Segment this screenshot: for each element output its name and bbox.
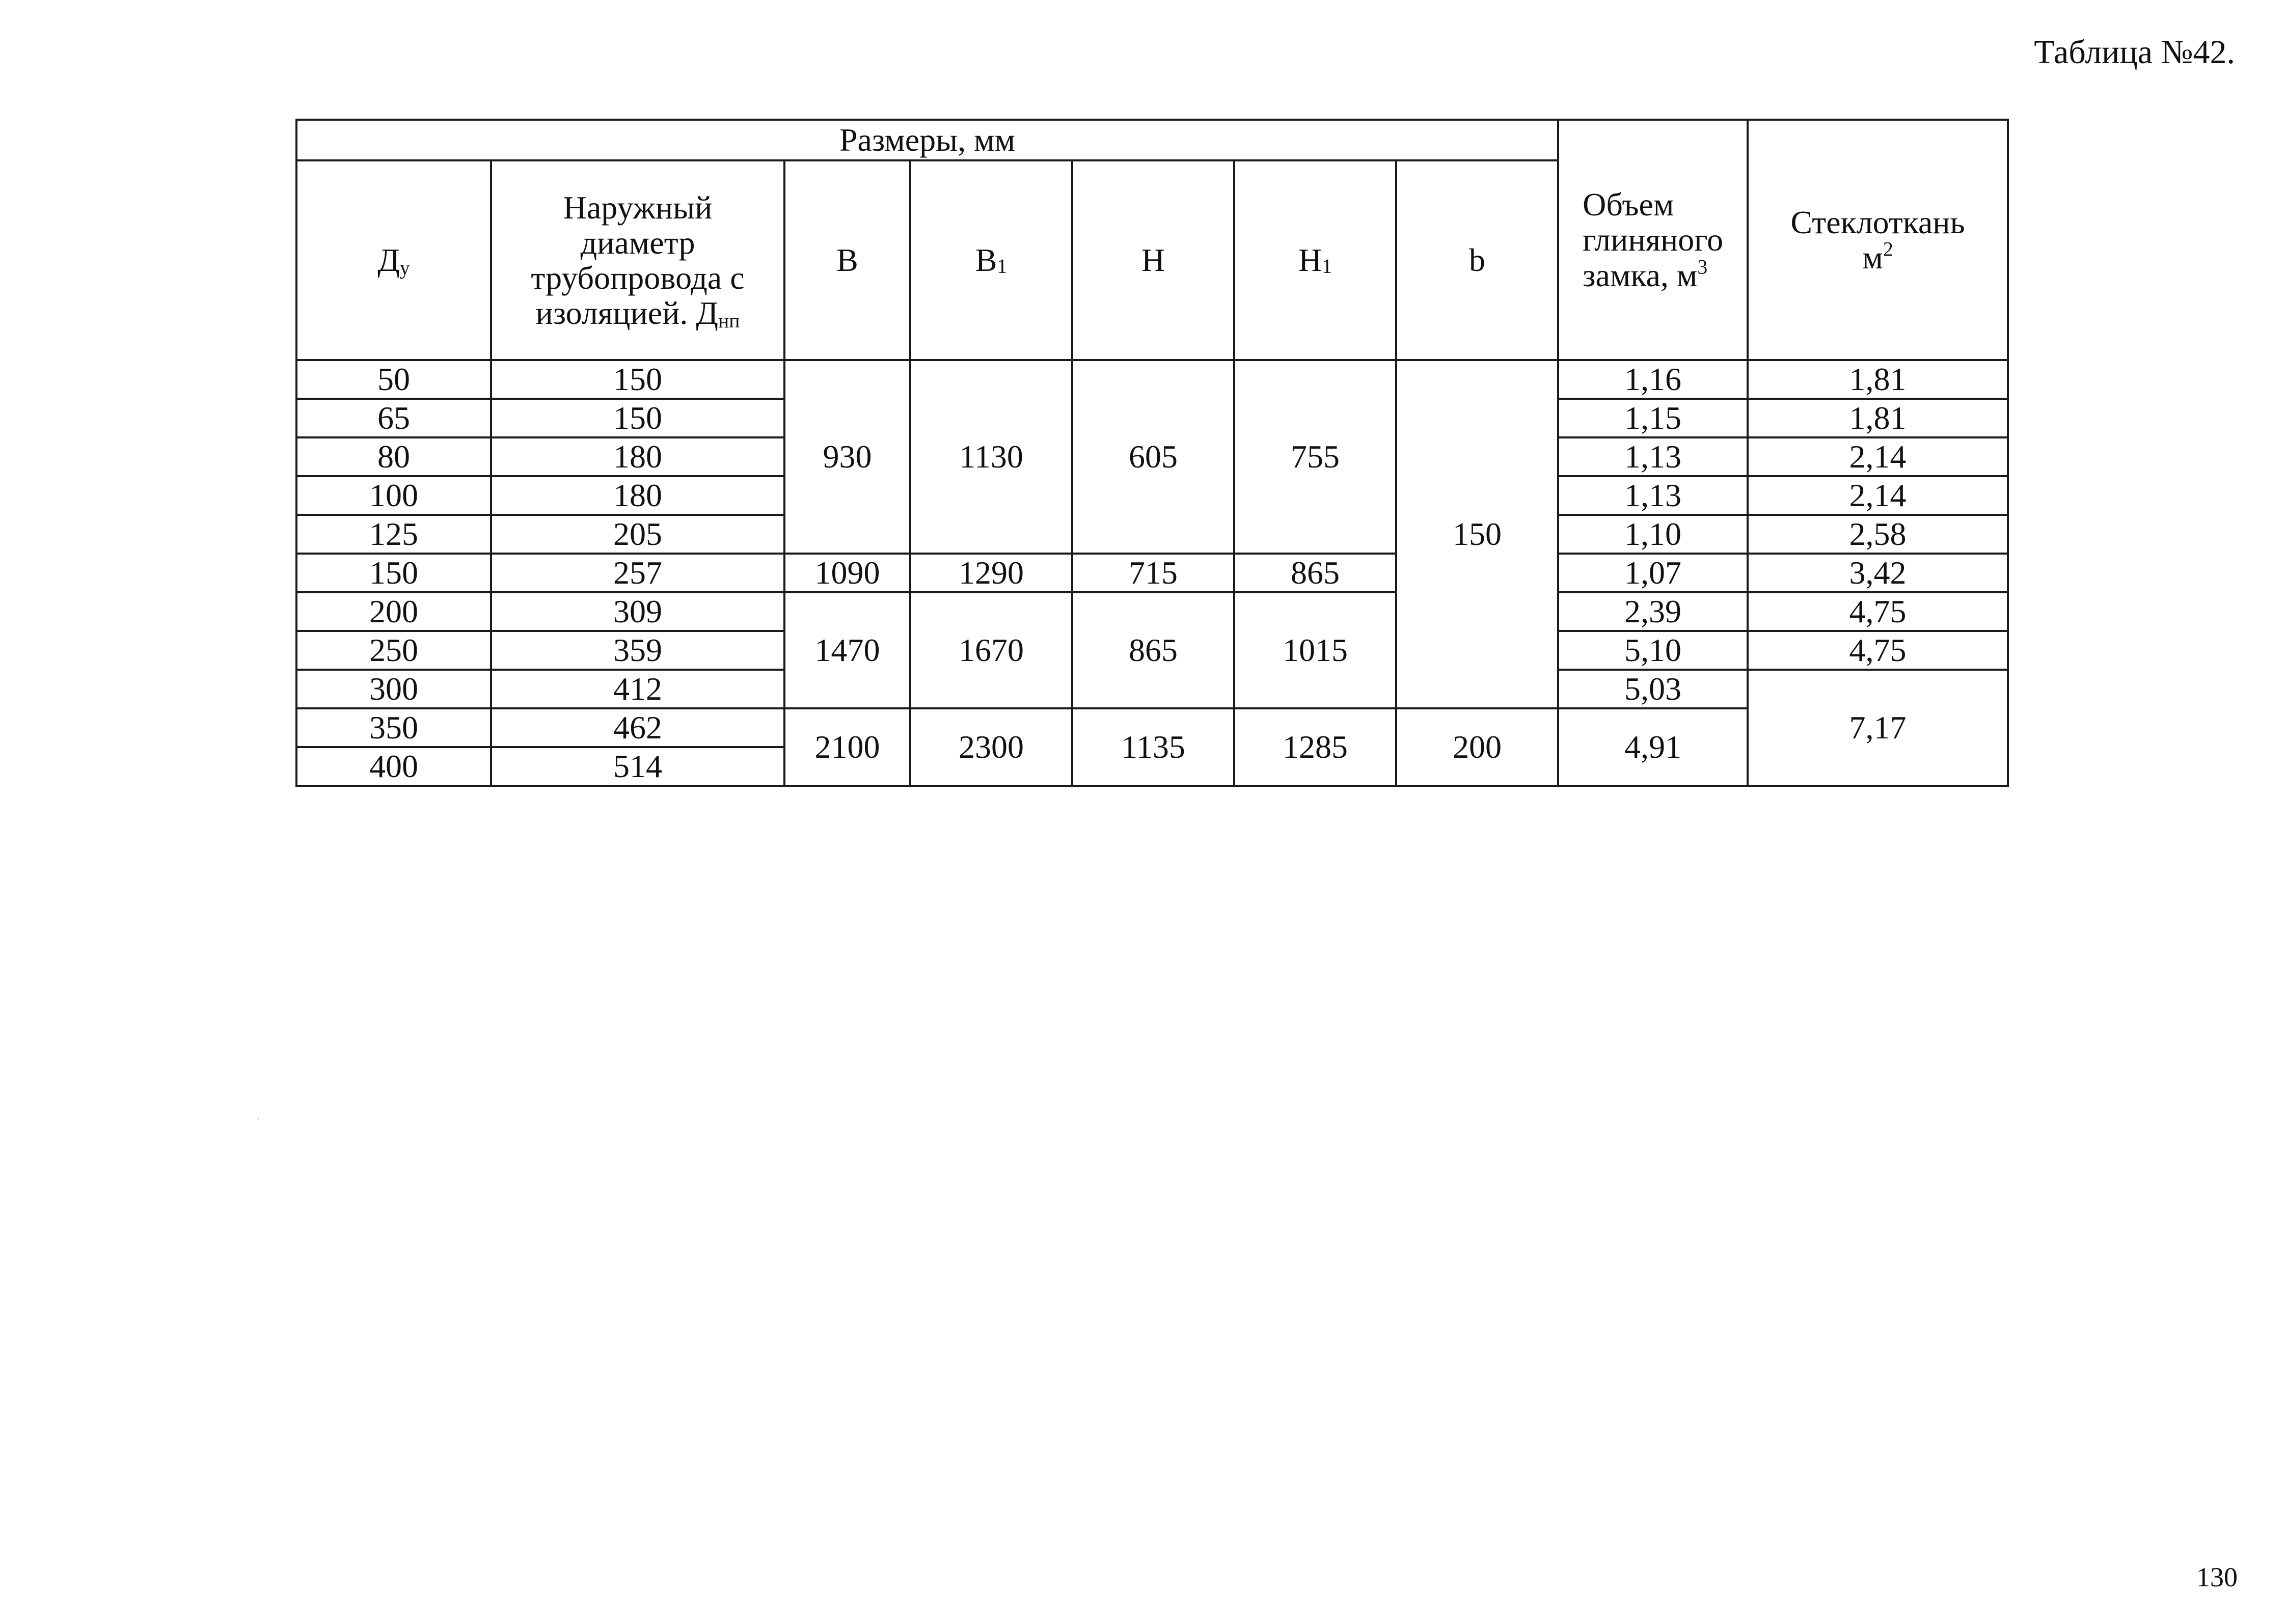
fiberglass-cell: 4,75 <box>1748 631 2008 670</box>
h-cell: 605 <box>1072 360 1234 554</box>
fiberglass-cell: 1,81 <box>1748 399 2008 437</box>
table-row <box>296 554 2008 592</box>
fiberglass-cell: 1,81 <box>1748 360 2008 399</box>
clay-volume-header: Объем глиняного замка, $м^3$ <box>1558 120 1748 360</box>
table-row <box>296 360 2008 399</box>
clay-volume-cell: 1,16 <box>1558 360 1748 399</box>
h-header: Н <box>1072 160 1234 360</box>
clay-volume-cell: 1,13 <box>1558 437 1748 476</box>
h1-header: Н1 <box>1234 160 1396 360</box>
clay-volume-cell: 1,13 <box>1558 476 1748 515</box>
du-cell: 400 <box>296 747 491 786</box>
h1-cell: 1285 <box>1234 708 1396 786</box>
dimensions-group-header: Размеры, мм <box>296 120 1558 160</box>
table-caption: Таблица №42. <box>2034 34 2235 71</box>
b-small-cell: 150 <box>1396 360 1558 708</box>
clay-volume-cell: 1,15 <box>1558 399 1748 437</box>
clay-volume-cell: 1,10 <box>1558 515 1748 554</box>
fiberglass-cell: 2,58 <box>1748 515 2008 554</box>
fiberglass-cell: 3,42 <box>1748 554 2008 592</box>
du-header: $Д_у$ <box>296 160 491 360</box>
dimensions-table <box>295 119 2009 787</box>
du-cell: 200 <box>296 592 491 631</box>
du-cell: 250 <box>296 631 491 670</box>
clay-volume-cell: 4,91 <box>1558 708 1748 786</box>
outer-diameter-cell: 205 <box>491 515 784 554</box>
page-number: 130 <box>2196 1562 2238 1592</box>
h-cell: 1135 <box>1072 708 1234 786</box>
outer-diameter-cell: 180 <box>491 437 784 476</box>
b-small-header: b <box>1396 160 1558 360</box>
outer-diameter-header: Наружный диаметр трубопровода с изоляцией. $Д_{нп}$ <box>491 160 784 360</box>
table-row <box>296 592 2008 631</box>
b-small-cell: 200 <box>1396 708 1558 786</box>
b-cell: 930 <box>784 360 910 554</box>
du-cell: 50 <box>296 360 491 399</box>
outer-diameter-cell: 359 <box>491 631 784 670</box>
fiberglass-cell: 4,75 <box>1748 592 2008 631</box>
outer-diameter-cell: 462 <box>491 708 784 747</box>
fiberglass-cell: 2,14 <box>1748 476 2008 515</box>
b1-header: В1 <box>910 160 1072 360</box>
b-cell: 1090 <box>784 554 910 592</box>
du-cell: 100 <box>296 476 491 515</box>
outer-diameter-cell: 180 <box>491 476 784 515</box>
fiberglass-cell: 7,17 <box>1748 670 2008 786</box>
b1-cell: 2300 <box>910 708 1072 786</box>
outer-diameter-cell: 514 <box>491 747 784 786</box>
outer-diameter-cell: 257 <box>491 554 784 592</box>
b-cell: 1470 <box>784 592 910 708</box>
clay-volume-cell: 5,03 <box>1558 670 1748 708</box>
b1-cell: 1290 <box>910 554 1072 592</box>
clay-volume-cell: 5,10 <box>1558 631 1748 670</box>
b1-cell: 1130 <box>910 360 1072 554</box>
h-cell: 865 <box>1072 592 1234 708</box>
outer-diameter-cell: 309 <box>491 592 784 631</box>
du-cell: 300 <box>296 670 491 708</box>
b-header: В <box>784 160 910 360</box>
du-cell: 350 <box>296 708 491 747</box>
outer-diameter-cell: 412 <box>491 670 784 708</box>
b1-cell: 1670 <box>910 592 1072 708</box>
outer-diameter-cell: 150 <box>491 399 784 437</box>
h1-cell: 1015 <box>1234 592 1396 708</box>
du-cell: 65 <box>296 399 491 437</box>
h1-cell: 755 <box>1234 360 1396 554</box>
fiberglass-cell: 2,14 <box>1748 437 2008 476</box>
du-cell: 80 <box>296 437 491 476</box>
h-cell: 715 <box>1072 554 1234 592</box>
du-cell: 125 <box>296 515 491 554</box>
b-cell: 2100 <box>784 708 910 786</box>
clay-volume-cell: 1,07 <box>1558 554 1748 592</box>
fiberglass-header: Стеклоткань $м^2$ <box>1748 120 2008 360</box>
scan-speck <box>257 1118 259 1119</box>
clay-volume-cell: 2,39 <box>1558 592 1748 631</box>
h1-cell: 865 <box>1234 554 1396 592</box>
outer-diameter-cell: 150 <box>491 360 784 399</box>
du-cell: 150 <box>296 554 491 592</box>
